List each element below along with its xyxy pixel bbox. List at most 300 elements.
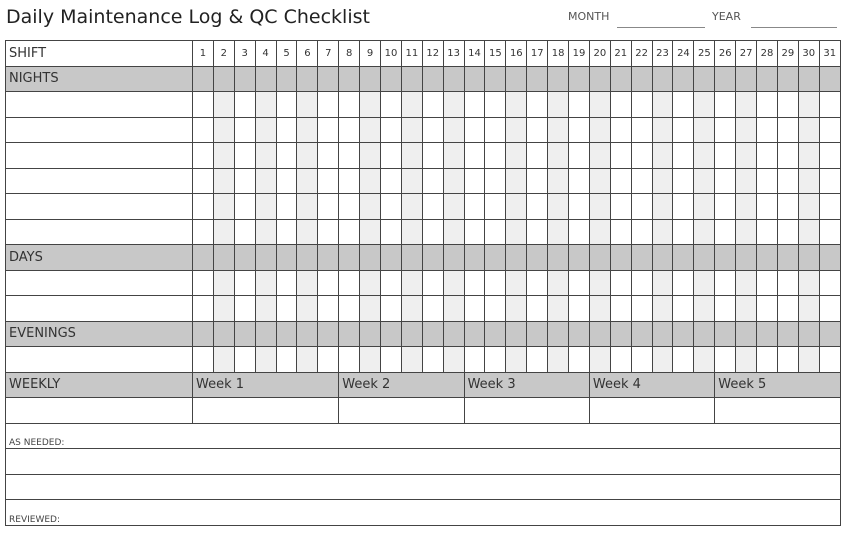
check-cell[interactable]: [360, 117, 381, 143]
check-cell[interactable]: [255, 194, 276, 220]
check-cell[interactable]: [422, 296, 443, 322]
check-cell[interactable]: [297, 168, 318, 194]
check-cell[interactable]: [318, 92, 339, 118]
check-cell[interactable]: [569, 219, 590, 245]
check-cell[interactable]: [798, 92, 819, 118]
check-cell[interactable]: [569, 92, 590, 118]
check-cell[interactable]: [464, 143, 485, 169]
check-cell[interactable]: [589, 194, 610, 220]
check-cell[interactable]: [694, 117, 715, 143]
check-cell[interactable]: [193, 92, 214, 118]
check-cell[interactable]: [589, 168, 610, 194]
check-cell[interactable]: [736, 270, 757, 296]
check-cell[interactable]: [255, 296, 276, 322]
check-cell[interactable]: [213, 143, 234, 169]
check-cell[interactable]: [193, 347, 214, 373]
check-cell[interactable]: [318, 117, 339, 143]
check-cell[interactable]: [777, 168, 798, 194]
check-cell[interactable]: [610, 296, 631, 322]
check-cell[interactable]: [673, 168, 694, 194]
check-cell[interactable]: [527, 219, 548, 245]
check-cell[interactable]: [757, 117, 778, 143]
check-cell[interactable]: [798, 194, 819, 220]
check-cell[interactable]: [610, 347, 631, 373]
check-cell[interactable]: [381, 219, 402, 245]
check-cell[interactable]: [777, 296, 798, 322]
check-cell[interactable]: [819, 219, 840, 245]
check-cell[interactable]: [443, 347, 464, 373]
check-cell[interactable]: [401, 270, 422, 296]
check-cell[interactable]: [631, 194, 652, 220]
check-cell[interactable]: [569, 117, 590, 143]
check-cell[interactable]: [276, 92, 297, 118]
check-cell[interactable]: [569, 143, 590, 169]
check-cell[interactable]: [339, 270, 360, 296]
check-cell[interactable]: [610, 194, 631, 220]
check-cell[interactable]: [318, 194, 339, 220]
check-cell[interactable]: [589, 347, 610, 373]
check-cell[interactable]: [255, 219, 276, 245]
check-cell[interactable]: [422, 117, 443, 143]
check-cell[interactable]: [381, 194, 402, 220]
check-cell[interactable]: [736, 92, 757, 118]
week-check-cell[interactable]: [464, 398, 589, 424]
check-cell[interactable]: [673, 194, 694, 220]
check-cell[interactable]: [422, 194, 443, 220]
check-cell[interactable]: [213, 168, 234, 194]
check-cell[interactable]: [652, 117, 673, 143]
check-cell[interactable]: [589, 296, 610, 322]
check-cell[interactable]: [589, 117, 610, 143]
check-cell[interactable]: [297, 117, 318, 143]
check-cell[interactable]: [193, 270, 214, 296]
check-cell[interactable]: [506, 219, 527, 245]
check-cell[interactable]: [694, 143, 715, 169]
check-cell[interactable]: [569, 270, 590, 296]
check-cell[interactable]: [506, 143, 527, 169]
check-cell[interactable]: [422, 270, 443, 296]
check-cell[interactable]: [401, 143, 422, 169]
check-cell[interactable]: [255, 168, 276, 194]
check-cell[interactable]: [443, 219, 464, 245]
check-cell[interactable]: [506, 194, 527, 220]
check-cell[interactable]: [276, 270, 297, 296]
check-cell[interactable]: [673, 296, 694, 322]
check-cell[interactable]: [485, 117, 506, 143]
check-cell[interactable]: [234, 168, 255, 194]
check-cell[interactable]: [485, 270, 506, 296]
check-cell[interactable]: [464, 117, 485, 143]
check-cell[interactable]: [652, 143, 673, 169]
check-cell[interactable]: [422, 168, 443, 194]
check-cell[interactable]: [276, 143, 297, 169]
check-cell[interactable]: [339, 219, 360, 245]
check-cell[interactable]: [652, 92, 673, 118]
check-cell[interactable]: [443, 296, 464, 322]
task-name-cell[interactable]: [6, 270, 193, 296]
check-cell[interactable]: [443, 168, 464, 194]
check-cell[interactable]: [422, 143, 443, 169]
check-cell[interactable]: [736, 347, 757, 373]
shift-header: SHIFT: [6, 41, 193, 67]
check-cell[interactable]: [694, 194, 715, 220]
check-cell[interactable]: [673, 92, 694, 118]
check-cell[interactable]: [715, 117, 736, 143]
check-cell[interactable]: [234, 270, 255, 296]
check-cell[interactable]: [589, 92, 610, 118]
check-cell[interactable]: [318, 143, 339, 169]
check-cell[interactable]: [381, 347, 402, 373]
check-cell[interactable]: [339, 117, 360, 143]
check-cell[interactable]: [360, 92, 381, 118]
check-cell[interactable]: [610, 168, 631, 194]
check-cell[interactable]: [381, 270, 402, 296]
check-cell[interactable]: [234, 143, 255, 169]
check-cell[interactable]: [213, 117, 234, 143]
check-cell[interactable]: [381, 296, 402, 322]
check-cell[interactable]: [276, 117, 297, 143]
check-cell[interactable]: [276, 168, 297, 194]
check-cell[interactable]: [694, 270, 715, 296]
check-cell[interactable]: [485, 296, 506, 322]
check-cell[interactable]: [757, 143, 778, 169]
check-cell[interactable]: [485, 347, 506, 373]
check-cell[interactable]: [631, 270, 652, 296]
check-cell[interactable]: [401, 296, 422, 322]
check-cell[interactable]: [610, 143, 631, 169]
check-cell[interactable]: [652, 347, 673, 373]
check-cell[interactable]: [422, 92, 443, 118]
check-cell[interactable]: [736, 219, 757, 245]
check-cell[interactable]: [506, 117, 527, 143]
check-cell[interactable]: [819, 143, 840, 169]
check-cell[interactable]: [527, 194, 548, 220]
check-cell[interactable]: [297, 92, 318, 118]
check-cell[interactable]: [193, 117, 214, 143]
check-cell[interactable]: [610, 92, 631, 118]
check-cell[interactable]: [506, 347, 527, 373]
check-cell[interactable]: [318, 296, 339, 322]
as-needed-entry[interactable]: [6, 449, 841, 475]
check-cell[interactable]: [757, 168, 778, 194]
check-cell[interactable]: [318, 168, 339, 194]
check-cell[interactable]: [401, 92, 422, 118]
check-cell[interactable]: [715, 143, 736, 169]
check-cell[interactable]: [527, 168, 548, 194]
check-cell[interactable]: [736, 296, 757, 322]
check-cell[interactable]: [569, 347, 590, 373]
check-cell[interactable]: [569, 296, 590, 322]
check-cell[interactable]: [485, 168, 506, 194]
check-cell[interactable]: [360, 270, 381, 296]
check-cell[interactable]: [631, 168, 652, 194]
check-cell[interactable]: [652, 296, 673, 322]
check-cell[interactable]: [527, 117, 548, 143]
check-cell[interactable]: [757, 296, 778, 322]
check-cell[interactable]: [255, 347, 276, 373]
check-cell[interactable]: [401, 194, 422, 220]
check-cell[interactable]: [589, 270, 610, 296]
check-cell[interactable]: [339, 347, 360, 373]
check-cell[interactable]: [548, 296, 569, 322]
check-cell[interactable]: [297, 296, 318, 322]
check-cell[interactable]: [297, 270, 318, 296]
check-cell[interactable]: [381, 168, 402, 194]
check-cell[interactable]: [401, 347, 422, 373]
check-cell[interactable]: [569, 194, 590, 220]
check-cell[interactable]: [757, 194, 778, 220]
check-cell[interactable]: [715, 219, 736, 245]
check-cell[interactable]: [193, 296, 214, 322]
check-cell[interactable]: [213, 296, 234, 322]
check-cell[interactable]: [339, 168, 360, 194]
check-cell[interactable]: [652, 270, 673, 296]
check-cell[interactable]: [360, 194, 381, 220]
check-cell[interactable]: [318, 219, 339, 245]
check-cell[interactable]: [506, 92, 527, 118]
check-cell[interactable]: [193, 194, 214, 220]
check-cell[interactable]: [527, 270, 548, 296]
week-check-cell[interactable]: [715, 398, 840, 424]
week-check-cell[interactable]: [589, 398, 714, 424]
check-cell[interactable]: [234, 92, 255, 118]
check-cell[interactable]: [673, 143, 694, 169]
check-cell[interactable]: [297, 143, 318, 169]
check-cell[interactable]: [694, 219, 715, 245]
check-cell[interactable]: [485, 92, 506, 118]
check-cell[interactable]: [715, 270, 736, 296]
check-cell[interactable]: [464, 347, 485, 373]
check-cell[interactable]: [777, 194, 798, 220]
check-cell[interactable]: [757, 270, 778, 296]
check-cell[interactable]: [401, 168, 422, 194]
check-cell[interactable]: [548, 117, 569, 143]
check-cell[interactable]: [527, 296, 548, 322]
check-cell[interactable]: [193, 219, 214, 245]
check-cell[interactable]: [422, 219, 443, 245]
check-cell[interactable]: [589, 143, 610, 169]
check-cell[interactable]: [798, 296, 819, 322]
check-cell[interactable]: [255, 117, 276, 143]
check-cell[interactable]: [485, 143, 506, 169]
check-cell[interactable]: [777, 347, 798, 373]
check-cell[interactable]: [401, 117, 422, 143]
check-cell[interactable]: [694, 296, 715, 322]
check-cell[interactable]: [276, 347, 297, 373]
check-cell[interactable]: [360, 168, 381, 194]
check-cell[interactable]: [360, 296, 381, 322]
check-cell[interactable]: [506, 296, 527, 322]
check-cell[interactable]: [757, 92, 778, 118]
check-cell[interactable]: [297, 347, 318, 373]
check-cell[interactable]: [589, 219, 610, 245]
check-cell[interactable]: [443, 92, 464, 118]
check-cell[interactable]: [297, 194, 318, 220]
check-cell[interactable]: [610, 219, 631, 245]
check-cell[interactable]: [213, 219, 234, 245]
check-cell[interactable]: [234, 296, 255, 322]
check-cell[interactable]: [276, 219, 297, 245]
check-cell[interactable]: [485, 194, 506, 220]
check-cell[interactable]: [757, 219, 778, 245]
check-cell[interactable]: [715, 296, 736, 322]
check-cell[interactable]: [569, 168, 590, 194]
check-cell[interactable]: [715, 194, 736, 220]
check-cell[interactable]: [401, 219, 422, 245]
task-name-cell[interactable]: [6, 296, 193, 322]
check-cell[interactable]: [652, 219, 673, 245]
check-cell[interactable]: [527, 347, 548, 373]
check-cell[interactable]: [443, 270, 464, 296]
check-cell[interactable]: [381, 117, 402, 143]
task-name-cell[interactable]: [6, 168, 193, 194]
check-cell[interactable]: [276, 194, 297, 220]
check-cell[interactable]: [255, 270, 276, 296]
task-name-cell[interactable]: [6, 143, 193, 169]
check-cell[interactable]: [318, 270, 339, 296]
check-cell[interactable]: [548, 219, 569, 245]
check-cell[interactable]: [610, 117, 631, 143]
check-cell[interactable]: [360, 143, 381, 169]
check-cell[interactable]: [819, 117, 840, 143]
check-cell[interactable]: [715, 347, 736, 373]
check-cell[interactable]: [381, 143, 402, 169]
check-cell[interactable]: [798, 143, 819, 169]
check-cell[interactable]: [464, 296, 485, 322]
check-cell[interactable]: [422, 347, 443, 373]
task-name-cell[interactable]: [6, 92, 193, 118]
check-cell[interactable]: [548, 347, 569, 373]
check-cell[interactable]: [777, 143, 798, 169]
check-cell[interactable]: [631, 92, 652, 118]
task-name-cell[interactable]: [6, 398, 193, 424]
check-cell[interactable]: [736, 194, 757, 220]
check-cell[interactable]: [339, 296, 360, 322]
check-cell[interactable]: [213, 347, 234, 373]
task-name-cell[interactable]: [6, 117, 193, 143]
check-cell[interactable]: [485, 219, 506, 245]
week-check-cell[interactable]: [339, 398, 464, 424]
check-cell[interactable]: [464, 168, 485, 194]
check-cell[interactable]: [736, 168, 757, 194]
check-cell[interactable]: [715, 92, 736, 118]
check-cell[interactable]: [234, 219, 255, 245]
check-cell[interactable]: [464, 219, 485, 245]
check-cell[interactable]: [464, 92, 485, 118]
check-cell[interactable]: [297, 219, 318, 245]
check-cell[interactable]: [652, 194, 673, 220]
task-name-cell[interactable]: [6, 194, 193, 220]
check-cell[interactable]: [798, 270, 819, 296]
check-cell[interactable]: [548, 168, 569, 194]
check-cell[interactable]: [798, 219, 819, 245]
check-cell[interactable]: [213, 92, 234, 118]
check-cell[interactable]: [234, 347, 255, 373]
check-cell[interactable]: [381, 92, 402, 118]
check-cell[interactable]: [360, 219, 381, 245]
week-check-cell[interactable]: [193, 398, 339, 424]
check-cell[interactable]: [255, 143, 276, 169]
check-cell[interactable]: [819, 296, 840, 322]
check-cell[interactable]: [777, 270, 798, 296]
check-cell[interactable]: [339, 92, 360, 118]
check-cell[interactable]: [819, 92, 840, 118]
check-cell[interactable]: [234, 117, 255, 143]
check-cell[interactable]: [694, 347, 715, 373]
check-cell[interactable]: [506, 270, 527, 296]
check-cell[interactable]: [652, 168, 673, 194]
check-cell[interactable]: [276, 296, 297, 322]
check-cell[interactable]: [339, 194, 360, 220]
check-cell[interactable]: [757, 347, 778, 373]
check-cell[interactable]: [798, 168, 819, 194]
check-cell[interactable]: [631, 117, 652, 143]
check-cell[interactable]: [548, 92, 569, 118]
check-cell[interactable]: [736, 143, 757, 169]
check-cell[interactable]: [360, 347, 381, 373]
as-needed-entry[interactable]: [6, 474, 841, 500]
check-cell[interactable]: [694, 168, 715, 194]
check-cell[interactable]: [443, 117, 464, 143]
check-cell[interactable]: [673, 219, 694, 245]
check-cell[interactable]: [777, 219, 798, 245]
check-cell[interactable]: [798, 117, 819, 143]
check-cell[interactable]: [527, 143, 548, 169]
check-cell[interactable]: [819, 194, 840, 220]
check-cell[interactable]: [777, 117, 798, 143]
check-cell[interactable]: [819, 168, 840, 194]
check-cell[interactable]: [798, 347, 819, 373]
check-cell[interactable]: [234, 194, 255, 220]
year-field[interactable]: [751, 27, 837, 28]
check-cell[interactable]: [213, 194, 234, 220]
check-cell[interactable]: [464, 194, 485, 220]
check-cell[interactable]: [506, 168, 527, 194]
check-cell[interactable]: [318, 347, 339, 373]
check-cell[interactable]: [819, 270, 840, 296]
check-cell[interactable]: [694, 92, 715, 118]
check-cell[interactable]: [631, 347, 652, 373]
check-cell[interactable]: [548, 143, 569, 169]
check-cell[interactable]: [631, 143, 652, 169]
check-cell[interactable]: [213, 270, 234, 296]
check-cell[interactable]: [610, 270, 631, 296]
reviewed-label[interactable]: REVIEWED:: [6, 500, 841, 526]
check-cell[interactable]: [819, 347, 840, 373]
check-cell[interactable]: [631, 219, 652, 245]
check-cell[interactable]: [527, 92, 548, 118]
check-cell[interactable]: [255, 92, 276, 118]
check-cell[interactable]: [193, 168, 214, 194]
check-cell[interactable]: [548, 194, 569, 220]
check-cell[interactable]: [777, 92, 798, 118]
check-cell[interactable]: [673, 270, 694, 296]
check-cell[interactable]: [193, 143, 214, 169]
check-cell[interactable]: [443, 194, 464, 220]
task-name-cell[interactable]: [6, 347, 193, 373]
check-cell[interactable]: [548, 270, 569, 296]
check-cell[interactable]: [631, 296, 652, 322]
month-field[interactable]: [617, 27, 705, 28]
check-cell[interactable]: [339, 143, 360, 169]
check-cell[interactable]: [673, 347, 694, 373]
check-cell[interactable]: [736, 117, 757, 143]
task-name-cell[interactable]: [6, 219, 193, 245]
check-cell[interactable]: [464, 270, 485, 296]
check-cell[interactable]: [443, 143, 464, 169]
check-cell[interactable]: [715, 168, 736, 194]
check-cell[interactable]: [673, 117, 694, 143]
